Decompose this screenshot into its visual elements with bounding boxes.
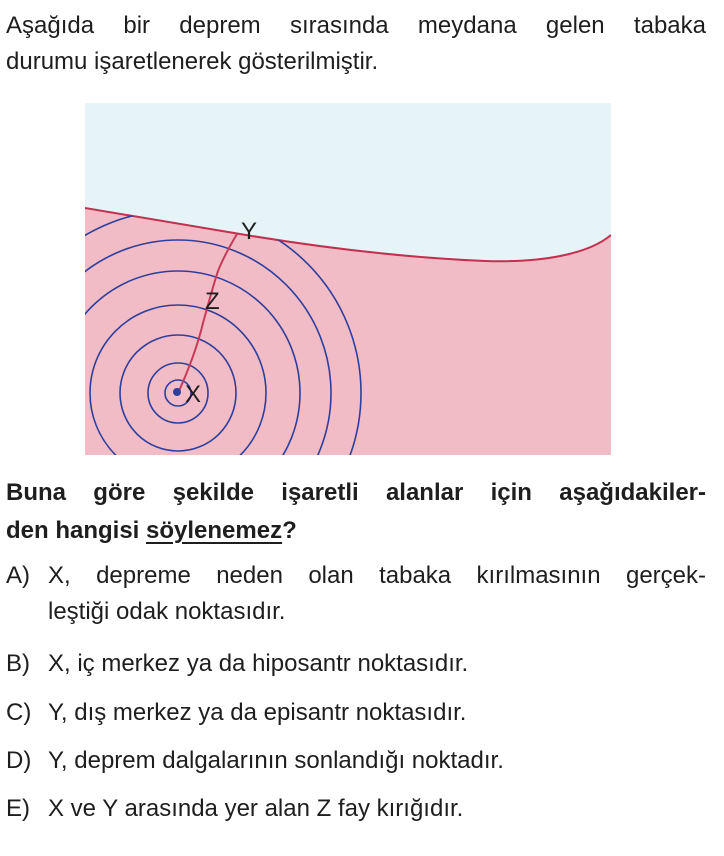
focus-point-dot xyxy=(173,388,181,396)
label-x: X xyxy=(185,381,202,408)
option-a[interactable] xyxy=(6,558,706,630)
label-y: Y xyxy=(241,218,258,245)
option-b[interactable] xyxy=(6,646,706,682)
option-e[interactable] xyxy=(6,791,706,827)
option-d[interactable] xyxy=(6,743,706,779)
label-z: Z xyxy=(205,288,220,315)
option-text: Y, deprem dalgalarının sonlandığı noktadır. xyxy=(48,747,504,774)
option-a-line-2: leştiği odak noktasıdır. xyxy=(48,598,286,625)
option-c[interactable] xyxy=(6,695,706,731)
question-emphasis: söylenemez xyxy=(146,517,283,544)
earthquake-figure xyxy=(85,103,611,455)
question-mark: ? xyxy=(282,517,297,544)
intro-line-1: Aşağıda bir deprem sırasında meydana gelen tabaka xyxy=(6,12,706,39)
option-a-line-1: X, depreme neden olan tabaka kırılmasının gerçek- xyxy=(48,562,706,589)
option-text xyxy=(48,558,706,630)
option-text: X ve Y arasında yer alan Z fay kırığıdır. xyxy=(48,795,464,822)
question-line-2 xyxy=(6,512,706,550)
option-text: X, iç merkez ya da hiposantr noktasıdır. xyxy=(48,650,469,677)
option-letter: E) xyxy=(6,795,30,822)
intro-text xyxy=(6,8,706,80)
option-text: Y, dış merkez ya da episantr noktasıdır. xyxy=(48,699,467,726)
question-line-1: Buna göre şekilde işaretli alanlar için aşağıdakiler- xyxy=(6,479,706,506)
option-letter: C) xyxy=(6,699,32,726)
earthquake-diagram xyxy=(85,103,611,455)
option-letter: B) xyxy=(6,650,30,677)
question-text xyxy=(6,474,706,550)
option-letter: A) xyxy=(6,562,30,589)
option-letter: D) xyxy=(6,747,32,774)
question-line-2-start: den hangisi xyxy=(6,517,147,544)
intro-line-2: durumu işaretlenerek gösterilmiştir. xyxy=(6,48,379,75)
